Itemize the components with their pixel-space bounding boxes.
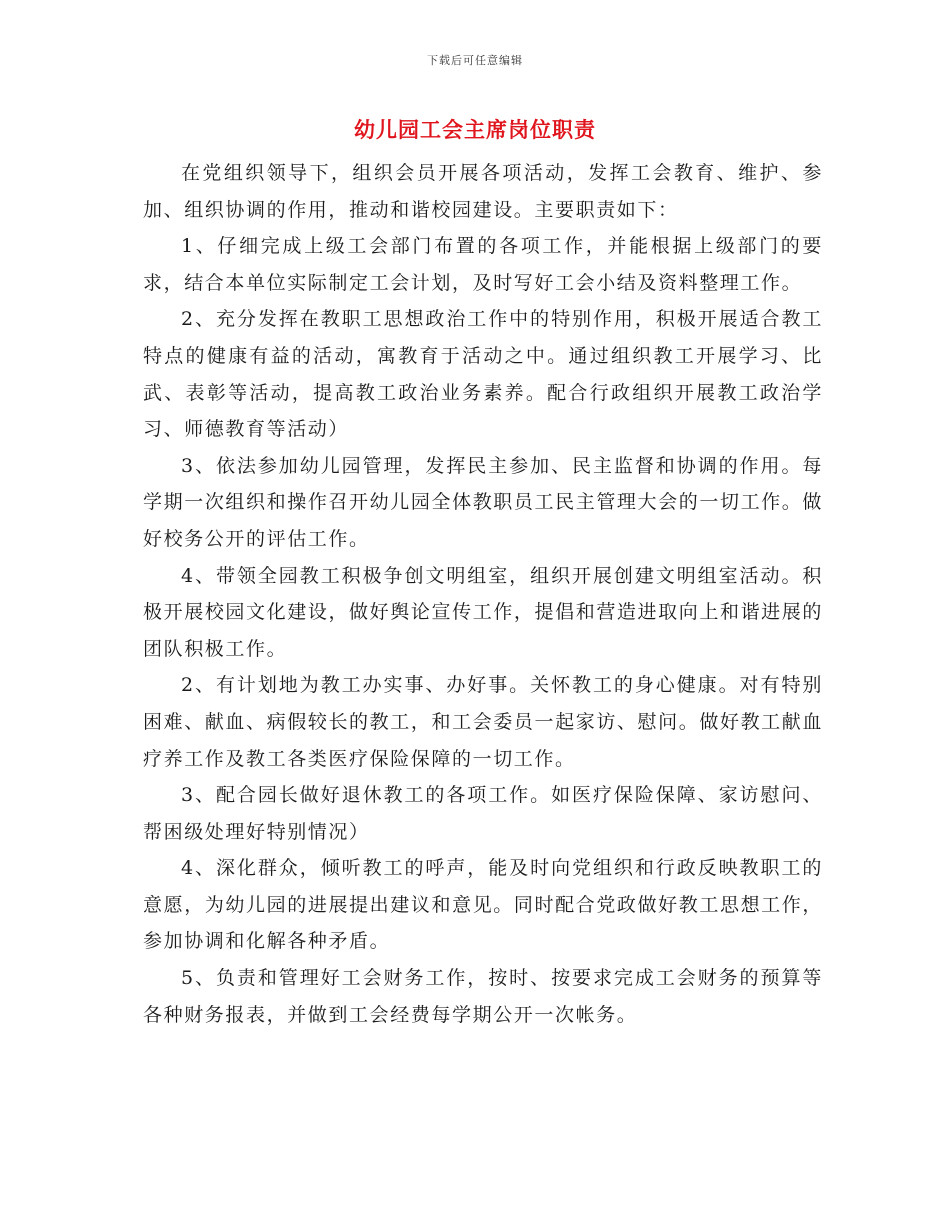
paragraph-item-4: 4、带领全园教工积极争创文明组室，组织开展创建文明组室活动。积极开展校园文化建设，做好舆论宣传工作，提倡和营造进取向上和谐进展的团队积极工作。 xyxy=(143,564,823,660)
paragraph-item-6: 3、配合园长做好退休教工的各项工作。如医疗保险保障、家访慰问、帮困级处理好特别情况） xyxy=(143,784,823,843)
paragraph-item-7: 4、深化群众，倾听教工的呼声，能及时向党组织和行政反映教职工的意愿，为幼儿园的进展提出建议和意见。同时配合党政做好教工思想工作，参加协调和化解各种矛盾。 xyxy=(143,857,823,953)
header-note: 下载后可任意编辑 xyxy=(427,54,523,67)
paragraph-intro: 在党组织领导下，组织会员开展各项活动，发挥工会教育、维护、参加、组织协调的作用，推动和谐校园建设。主要职责如下： xyxy=(143,162,823,221)
document-title: 幼儿园工会主席岗位职责 xyxy=(354,117,596,142)
paragraph-item-3: 3、依法参加幼儿园管理，发挥民主参加、民主监督和协调的作用。每学期一次组织和操作召开幼儿园全体教职员工民主管理大会的一切工作。做好校务公开的评估工作。 xyxy=(143,454,823,550)
paragraph-item-2: 2、充分发挥在教职工思想政治工作中的特别作用，积极开展适合教工特点的健康有益的活动，寓教育于活动之中。通过组织教工开展学习、比武、表彰等活动，提高教工政治业务素养。配合行政组织开展教工政治学习、师德教育等活动） xyxy=(143,308,823,441)
paragraph-item-8: 5、负责和管理好工会财务工作，按时、按要求完成工会财务的预算等各种财务报表，并做到工会经费每学期公开一次帐务。 xyxy=(143,967,823,1026)
document-body xyxy=(143,155,823,1033)
paragraph-item-5: 2、有计划地为教工办实事、办好事。关怀教工的身心健康。对有特别困难、献血、病假较长的教工，和工会委员一起家访、慰问。做好教工献血疗养工作及教工各类医疗保险保障的一切工作。 xyxy=(143,674,823,770)
paragraph-item-1: 1、仔细完成上级工会部门布置的各项工作，并能根据上级部门的要求，结合本单位实际制定工会计划，及时写好工会小结及资料整理工作。 xyxy=(143,235,823,294)
